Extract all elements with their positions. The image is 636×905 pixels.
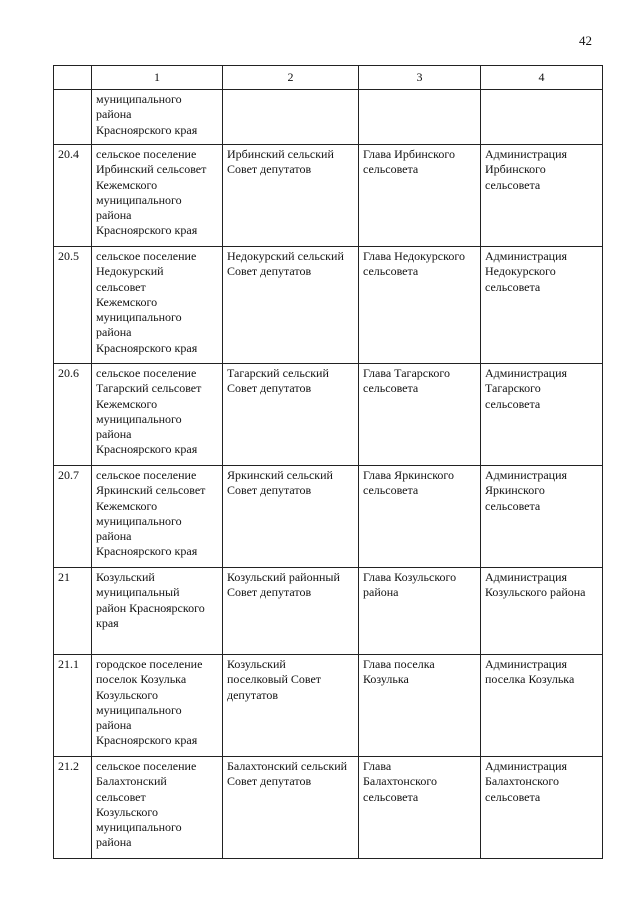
table-cell: Глава Ирбинского сельсовета — [359, 145, 481, 247]
table-cell: сельское поселение Ирбинский сельсовет Кежемского муниципального района Красноярского края — [92, 145, 223, 247]
table-cell — [481, 90, 603, 145]
table-cell: сельское поселение Балахтонский сельсовет Козульского муниципального района — [92, 757, 223, 859]
header-cell: 4 — [481, 66, 603, 90]
table-row — [54, 90, 603, 145]
table-cell: Администрация поселка Козулька — [481, 655, 603, 757]
table-cell: Администрация Ирбинского сельсовета — [481, 145, 603, 247]
table-header-row — [54, 66, 603, 90]
row-number-cell: 21 — [54, 568, 92, 655]
table-cell: Яркинский сельский Совет депутатов — [223, 466, 359, 568]
header-cell: 3 — [359, 66, 481, 90]
table-cell: Глава Яркинского сельсовета — [359, 466, 481, 568]
table-cell: Недокурский сельский Совет депутатов — [223, 247, 359, 364]
table-row — [54, 466, 603, 568]
table-cell: Козульский муниципальный район Красноярского края — [92, 568, 223, 655]
table-cell: Администрация Недокурского сельсовета — [481, 247, 603, 364]
table-row — [54, 247, 603, 364]
table-cell: Ирбинский сельский Совет депутатов — [223, 145, 359, 247]
table-cell: Козульский поселковый Совет депутатов — [223, 655, 359, 757]
table-cell — [359, 90, 481, 145]
table-row — [54, 145, 603, 247]
table-cell: Администрация Яркинского сельсовета — [481, 466, 603, 568]
header-cell: 1 — [92, 66, 223, 90]
table-cell: сельское поселение Недокурский сельсовет Кежемского муниципального района Красноярского края — [92, 247, 223, 364]
row-number-cell: 20.7 — [54, 466, 92, 568]
table-row — [54, 757, 603, 859]
table-row — [54, 655, 603, 757]
table-cell: Козульский районный Совет депутатов — [223, 568, 359, 655]
table-cell: городское поселение поселок Козулька Козульского муниципального района Красноярского края — [92, 655, 223, 757]
page-number: 42 — [579, 33, 592, 48]
header-cell: 2 — [223, 66, 359, 90]
table-cell — [223, 90, 359, 145]
table-cell: Администрация Балахтонского сельсовета — [481, 757, 603, 859]
row-number-cell: 20.5 — [54, 247, 92, 364]
table-cell: Балахтонский сельский Совет депутатов — [223, 757, 359, 859]
table-cell: Глава Балахтонского сельсовета — [359, 757, 481, 859]
table-cell: Администрация Тагарского сельсовета — [481, 364, 603, 466]
table-cell: сельское поселение Яркинский сельсовет Кежемского муниципального района Красноярского края — [92, 466, 223, 568]
row-number-cell: 20.6 — [54, 364, 92, 466]
table-cell: сельское поселение Тагарский сельсовет Кежемского муниципального района Красноярского края — [92, 364, 223, 466]
row-number-cell: 21.1 — [54, 655, 92, 757]
table-cell: Глава поселка Козулька — [359, 655, 481, 757]
table-cell: Глава Козульского района — [359, 568, 481, 655]
table-cell: Глава Недокурского сельсовета — [359, 247, 481, 364]
table-cell: Глава Тагарского сельсовета — [359, 364, 481, 466]
table-cell: Тагарский сельский Совет депутатов — [223, 364, 359, 466]
row-number-cell: 21.2 — [54, 757, 92, 859]
row-number-cell: 20.4 — [54, 145, 92, 247]
document-table — [53, 65, 603, 859]
header-cell — [54, 66, 92, 90]
table-row — [54, 364, 603, 466]
table-cell: муниципального района Красноярского края — [92, 90, 223, 145]
table-cell: Администрация Козульского района — [481, 568, 603, 655]
row-number-cell — [54, 90, 92, 145]
table-row — [54, 568, 603, 655]
